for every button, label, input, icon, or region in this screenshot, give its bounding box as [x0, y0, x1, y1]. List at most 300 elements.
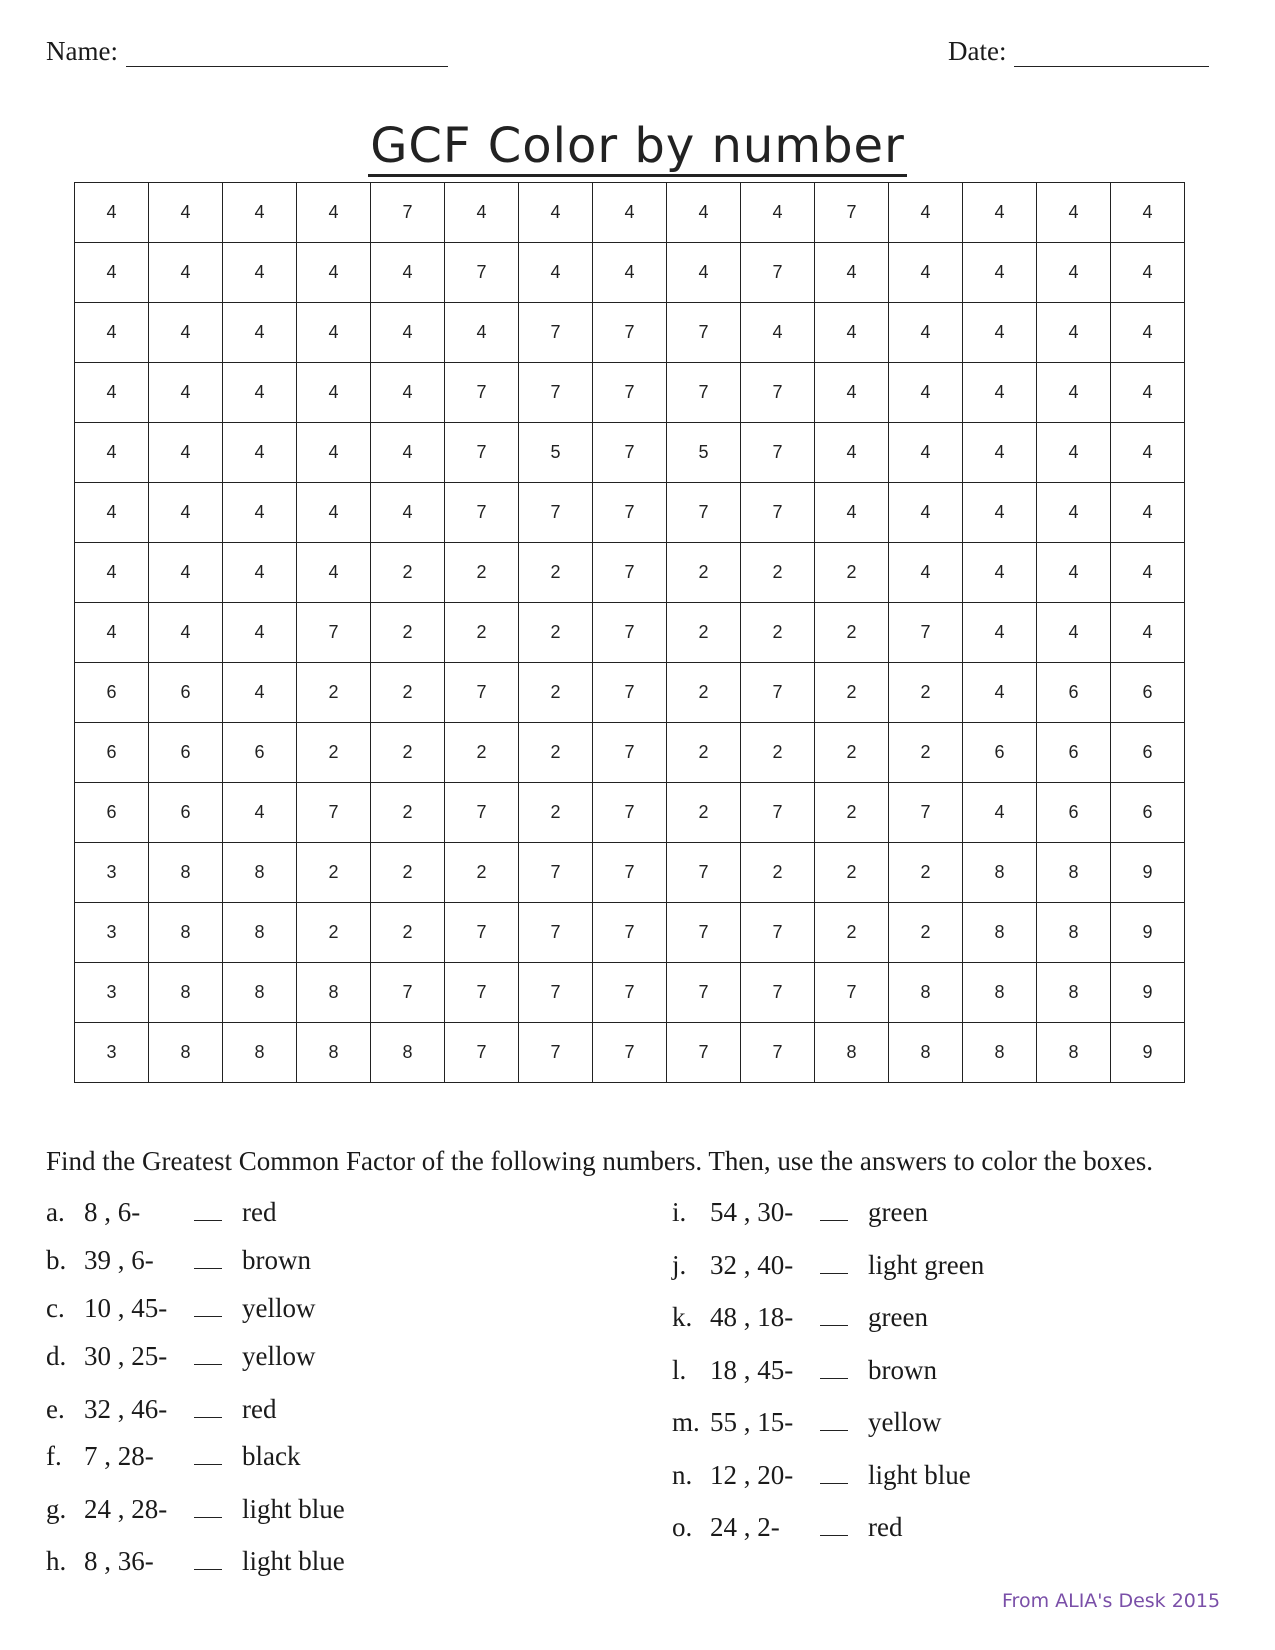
grid-row — [75, 903, 1185, 963]
answer-blank[interactable] — [194, 1545, 222, 1570]
grid-cell[interactable]: 4 — [371, 483, 445, 543]
grid-cell[interactable]: 9 — [1111, 1023, 1185, 1083]
grid-row — [75, 723, 1185, 783]
grid-cell[interactable]: 8 — [1037, 843, 1111, 903]
grid-cell[interactable]: 7 — [593, 723, 667, 783]
grid-cell[interactable]: 2 — [889, 843, 963, 903]
grid-cell[interactable]: 4 — [963, 183, 1037, 243]
grid-cell[interactable]: 8 — [223, 963, 297, 1023]
color-label: green — [868, 1197, 928, 1227]
answer-blank[interactable] — [194, 1340, 222, 1365]
grid-cell[interactable]: 4 — [1111, 243, 1185, 303]
grid-cell[interactable]: 6 — [963, 723, 1037, 783]
color-label: brown — [868, 1355, 937, 1385]
grid-cell[interactable]: 7 — [667, 963, 741, 1023]
grid-cell[interactable]: 4 — [1111, 363, 1185, 423]
grid-cell[interactable]: 2 — [371, 663, 445, 723]
grid-row — [75, 363, 1185, 423]
grid-cell[interactable]: 7 — [519, 843, 593, 903]
grid-cell[interactable]: 7 — [593, 543, 667, 603]
grid-cell[interactable]: 8 — [297, 963, 371, 1023]
grid-cell[interactable]: 4 — [1037, 423, 1111, 483]
grid-cell[interactable]: 4 — [223, 303, 297, 363]
answer-blank[interactable] — [194, 1440, 222, 1465]
grid-cell[interactable]: 7 — [741, 963, 815, 1023]
grid-cell[interactable]: 2 — [371, 723, 445, 783]
question-item — [46, 1244, 311, 1276]
grid-cell[interactable]: 8 — [963, 843, 1037, 903]
grid-cell[interactable]: 7 — [741, 423, 815, 483]
grid-cell[interactable]: 7 — [445, 423, 519, 483]
question-item — [672, 1354, 937, 1386]
grid-cell[interactable]: 4 — [963, 663, 1037, 723]
grid-cell[interactable]: 2 — [297, 723, 371, 783]
footer-credit: From ALIA's Desk 2015 — [1002, 1590, 1221, 1612]
grid-cell[interactable]: 6 — [75, 783, 149, 843]
answer-blank[interactable] — [820, 1196, 848, 1221]
grid-cell[interactable]: 4 — [963, 483, 1037, 543]
name-field[interactable] — [46, 36, 448, 67]
grid-cell[interactable]: 2 — [815, 903, 889, 963]
grid-cell[interactable]: 4 — [593, 243, 667, 303]
grid-cell[interactable]: 6 — [1111, 663, 1185, 723]
color-label: light green — [868, 1250, 985, 1280]
grid-cell[interactable]: 4 — [75, 363, 149, 423]
grid-cell[interactable]: 7 — [815, 183, 889, 243]
grid-cell[interactable]: 5 — [519, 423, 593, 483]
grid-cell[interactable]: 7 — [741, 783, 815, 843]
grid-row — [75, 303, 1185, 363]
grid-cell[interactable]: 4 — [1111, 483, 1185, 543]
grid-cell[interactable]: 6 — [1037, 663, 1111, 723]
grid-cell[interactable]: 4 — [963, 423, 1037, 483]
answer-blank[interactable] — [194, 1244, 222, 1269]
answer-blank[interactable] — [820, 1354, 848, 1379]
question-item — [672, 1249, 984, 1281]
grid-cell[interactable]: 4 — [1111, 423, 1185, 483]
answer-blank[interactable] — [820, 1511, 848, 1536]
answer-blank[interactable] — [194, 1493, 222, 1518]
grid-cell[interactable]: 7 — [445, 243, 519, 303]
grid-cell[interactable]: 2 — [741, 543, 815, 603]
grid-cell[interactable]: 4 — [149, 543, 223, 603]
question-letter: h. — [46, 1546, 67, 1576]
grid-cell[interactable]: 7 — [445, 963, 519, 1023]
grid-cell[interactable]: 2 — [815, 783, 889, 843]
question-numbers: 55 , 15- — [710, 1407, 794, 1437]
grid-cell[interactable]: 4 — [75, 483, 149, 543]
grid-cell[interactable]: 4 — [889, 543, 963, 603]
grid-cell[interactable]: 4 — [1111, 183, 1185, 243]
color-label: light blue — [242, 1494, 345, 1524]
question-letter: a. — [46, 1197, 65, 1227]
grid-cell[interactable]: 6 — [149, 723, 223, 783]
grid-cell[interactable]: 4 — [297, 363, 371, 423]
grid-cell[interactable]: 2 — [519, 663, 593, 723]
grid-cell[interactable]: 4 — [297, 423, 371, 483]
grid-cell[interactable]: 7 — [371, 183, 445, 243]
grid-cell[interactable]: 4 — [297, 183, 371, 243]
grid-cell[interactable]: 4 — [223, 663, 297, 723]
grid-cell[interactable]: 4 — [297, 303, 371, 363]
grid-cell[interactable]: 8 — [1037, 963, 1111, 1023]
grid-cell[interactable]: 7 — [445, 783, 519, 843]
grid-row — [75, 843, 1185, 903]
grid-cell[interactable]: 4 — [519, 183, 593, 243]
color-label: red — [242, 1394, 277, 1424]
grid-cell[interactable]: 4 — [1111, 303, 1185, 363]
grid-cell[interactable]: 7 — [297, 603, 371, 663]
grid-cell[interactable]: 8 — [1037, 1023, 1111, 1083]
grid-cell[interactable]: 8 — [223, 843, 297, 903]
grid-cell[interactable]: 8 — [963, 903, 1037, 963]
grid-cell[interactable]: 7 — [593, 783, 667, 843]
grid-cell[interactable]: 6 — [75, 663, 149, 723]
question-item — [46, 1340, 316, 1372]
grid-cell[interactable]: 2 — [371, 783, 445, 843]
grid-cell[interactable]: 4 — [1111, 543, 1185, 603]
grid-cell[interactable]: 2 — [667, 543, 741, 603]
grid-cell[interactable]: 7 — [593, 663, 667, 723]
grid-cell[interactable]: 2 — [667, 723, 741, 783]
grid-cell[interactable]: 7 — [741, 663, 815, 723]
grid-cell[interactable]: 8 — [223, 903, 297, 963]
grid-cell[interactable]: 4 — [445, 303, 519, 363]
grid-cell[interactable]: 2 — [667, 783, 741, 843]
grid-cell[interactable]: 6 — [1111, 723, 1185, 783]
question-numbers: 32 , 40- — [710, 1250, 794, 1280]
grid-cell[interactable]: 4 — [1037, 303, 1111, 363]
grid-cell[interactable]: 2 — [815, 843, 889, 903]
grid-cell[interactable]: 4 — [963, 603, 1037, 663]
grid-cell[interactable]: 7 — [667, 1023, 741, 1083]
grid-cell[interactable]: 6 — [1037, 783, 1111, 843]
grid-cell[interactable]: 8 — [1037, 903, 1111, 963]
grid-cell[interactable]: 7 — [593, 843, 667, 903]
question-letter: e. — [46, 1394, 65, 1424]
grid-cell[interactable]: 4 — [149, 363, 223, 423]
grid-cell[interactable]: 4 — [889, 423, 963, 483]
grid-cell[interactable]: 8 — [149, 843, 223, 903]
grid-cell[interactable]: 4 — [667, 183, 741, 243]
grid-row — [75, 603, 1185, 663]
answer-blank[interactable] — [820, 1459, 848, 1484]
answer-blank[interactable] — [820, 1249, 848, 1274]
grid-cell[interactable]: 8 — [149, 1023, 223, 1083]
grid-cell[interactable]: 4 — [149, 603, 223, 663]
grid-cell[interactable]: 4 — [223, 783, 297, 843]
grid-cell[interactable]: 2 — [297, 663, 371, 723]
grid-cell[interactable]: 4 — [297, 483, 371, 543]
grid-cell[interactable]: 4 — [1037, 483, 1111, 543]
grid-cell[interactable]: 6 — [223, 723, 297, 783]
question-letter: l. — [672, 1355, 687, 1385]
grid-cell[interactable]: 4 — [519, 243, 593, 303]
grid-cell[interactable]: 2 — [445, 543, 519, 603]
grid-cell[interactable]: 2 — [519, 723, 593, 783]
grid-row — [75, 543, 1185, 603]
grid-cell[interactable]: 4 — [75, 243, 149, 303]
grid-cell[interactable]: 9 — [1111, 903, 1185, 963]
grid-cell[interactable]: 4 — [371, 363, 445, 423]
question-numbers: 24 , 28- — [84, 1494, 168, 1524]
question-item — [672, 1511, 902, 1543]
grid-cell[interactable]: 4 — [223, 363, 297, 423]
grid-cell[interactable]: 4 — [1111, 603, 1185, 663]
grid-cell[interactable]: 7 — [445, 483, 519, 543]
grid-cell[interactable]: 2 — [297, 903, 371, 963]
grid-cell[interactable]: 9 — [1111, 963, 1185, 1023]
grid-cell[interactable]: 4 — [223, 603, 297, 663]
grid-cell[interactable]: 4 — [815, 363, 889, 423]
grid-cell[interactable]: 4 — [667, 243, 741, 303]
grid-cell[interactable]: 4 — [371, 303, 445, 363]
grid-cell[interactable]: 2 — [445, 603, 519, 663]
grid-cell[interactable]: 3 — [75, 963, 149, 1023]
grid-cell[interactable]: 2 — [889, 903, 963, 963]
grid-cell[interactable]: 4 — [223, 183, 297, 243]
grid-cell[interactable]: 2 — [445, 843, 519, 903]
grid-row — [75, 183, 1185, 243]
grid-cell[interactable]: 2 — [371, 843, 445, 903]
grid-cell[interactable]: 4 — [889, 303, 963, 363]
answer-blank[interactable] — [194, 1292, 222, 1317]
grid-cell[interactable]: 8 — [297, 1023, 371, 1083]
grid-cell[interactable]: 2 — [519, 783, 593, 843]
grid-cell[interactable]: 3 — [75, 1023, 149, 1083]
question-numbers: 48 , 18- — [710, 1302, 794, 1332]
grid-cell[interactable]: 4 — [741, 303, 815, 363]
grid-cell[interactable]: 7 — [815, 963, 889, 1023]
grid-cell[interactable]: 4 — [1037, 603, 1111, 663]
question-numbers: 7 , 28- — [84, 1441, 154, 1471]
grid-cell[interactable]: 4 — [149, 183, 223, 243]
question-numbers: 54 , 30- — [710, 1197, 794, 1227]
grid-cell[interactable]: 7 — [741, 363, 815, 423]
grid-cell[interactable]: 7 — [519, 303, 593, 363]
grid-cell[interactable]: 3 — [75, 843, 149, 903]
grid-cell[interactable]: 7 — [593, 1023, 667, 1083]
grid-cell[interactable]: 2 — [815, 543, 889, 603]
grid-cell[interactable]: 8 — [149, 903, 223, 963]
question-letter: g. — [46, 1494, 67, 1524]
grid-cell[interactable]: 7 — [889, 783, 963, 843]
grid-cell[interactable]: 3 — [75, 903, 149, 963]
question-numbers: 18 , 45- — [710, 1355, 794, 1385]
grid-cell[interactable]: 7 — [667, 363, 741, 423]
name-blank-line[interactable] — [126, 36, 448, 67]
grid-cell[interactable]: 4 — [75, 423, 149, 483]
grid-cell[interactable]: 4 — [149, 243, 223, 303]
grid-cell[interactable]: 4 — [963, 243, 1037, 303]
grid-cell[interactable]: 8 — [963, 963, 1037, 1023]
grid-cell[interactable]: 4 — [445, 183, 519, 243]
grid-cell[interactable]: 4 — [1037, 363, 1111, 423]
grid-cell[interactable]: 4 — [1037, 183, 1111, 243]
grid-cell[interactable]: 4 — [889, 183, 963, 243]
grid-cell[interactable]: 2 — [371, 543, 445, 603]
grid-cell[interactable]: 2 — [519, 603, 593, 663]
question-numbers: 30 , 25- — [84, 1341, 168, 1371]
color-label: red — [242, 1197, 277, 1227]
question-numbers: 8 , 36- — [84, 1546, 154, 1576]
grid-cell[interactable]: 4 — [963, 303, 1037, 363]
grid-cell[interactable]: 2 — [667, 663, 741, 723]
grid-cell[interactable]: 2 — [667, 603, 741, 663]
grid-cell[interactable]: 6 — [1111, 783, 1185, 843]
grid-row — [75, 963, 1185, 1023]
question-item — [46, 1292, 316, 1324]
grid-row — [75, 243, 1185, 303]
grid-cell[interactable]: 4 — [149, 483, 223, 543]
answer-blank[interactable] — [820, 1301, 848, 1326]
grid-cell[interactable]: 4 — [371, 423, 445, 483]
grid-cell[interactable]: 6 — [75, 723, 149, 783]
grid-cell[interactable]: 4 — [963, 543, 1037, 603]
grid-cell[interactable]: 4 — [741, 183, 815, 243]
grid-cell[interactable]: 8 — [149, 963, 223, 1023]
grid-cell[interactable]: 4 — [223, 483, 297, 543]
grid-cell[interactable]: 8 — [889, 1023, 963, 1083]
grid-cell[interactable]: 7 — [519, 903, 593, 963]
grid-cell[interactable]: 7 — [519, 483, 593, 543]
grid-cell[interactable]: 4 — [223, 423, 297, 483]
grid-cell[interactable]: 2 — [371, 603, 445, 663]
grid-cell[interactable]: 8 — [223, 1023, 297, 1083]
color-label: red — [868, 1512, 903, 1542]
color-label: light blue — [868, 1460, 971, 1490]
color-by-number-grid — [74, 182, 1185, 1083]
grid-cell[interactable]: 4 — [815, 483, 889, 543]
grid-cell[interactable]: 7 — [889, 603, 963, 663]
grid-cell[interactable]: 4 — [963, 363, 1037, 423]
grid-cell[interactable]: 5 — [667, 423, 741, 483]
grid-cell[interactable]: 7 — [593, 603, 667, 663]
grid-cell[interactable]: 7 — [593, 963, 667, 1023]
color-label: brown — [242, 1245, 311, 1275]
grid-cell[interactable]: 8 — [889, 963, 963, 1023]
grid-cell[interactable]: 6 — [149, 783, 223, 843]
grid-cell[interactable]: 7 — [445, 363, 519, 423]
question-item — [672, 1406, 942, 1438]
grid-cell[interactable]: 4 — [1037, 543, 1111, 603]
grid-cell[interactable]: 2 — [815, 603, 889, 663]
grid-cell[interactable]: 4 — [297, 543, 371, 603]
grid-cell[interactable]: 6 — [1037, 723, 1111, 783]
grid-cell[interactable]: 4 — [371, 243, 445, 303]
grid-cell[interactable]: 2 — [741, 723, 815, 783]
grid-cell[interactable]: 4 — [223, 243, 297, 303]
question-letter: m. — [672, 1407, 700, 1437]
grid-cell[interactable]: 4 — [75, 543, 149, 603]
answer-blank[interactable] — [194, 1393, 222, 1418]
grid-cell[interactable]: 7 — [519, 363, 593, 423]
grid-cell[interactable]: 8 — [963, 1023, 1037, 1083]
grid-cell[interactable]: 7 — [741, 903, 815, 963]
grid-cell[interactable]: 2 — [741, 843, 815, 903]
grid-cell[interactable]: 4 — [1037, 243, 1111, 303]
grid-cell[interactable]: 7 — [741, 483, 815, 543]
grid-cell[interactable]: 6 — [149, 663, 223, 723]
instructions-text: Find the Greatest Common Factor of the following numbers. Then, use the answers to color the boxes. — [46, 1146, 1154, 1176]
grid-cell[interactable]: 2 — [815, 663, 889, 723]
grid-cell[interactable]: 9 — [1111, 843, 1185, 903]
grid-cell[interactable]: 4 — [963, 783, 1037, 843]
grid-cell[interactable]: 7 — [371, 963, 445, 1023]
grid-row — [75, 483, 1185, 543]
question-item — [46, 1493, 345, 1525]
question-numbers: 8 , 6- — [84, 1197, 141, 1227]
grid-cell[interactable]: 4 — [75, 303, 149, 363]
color-label: green — [868, 1302, 928, 1332]
question-letter: j. — [672, 1250, 687, 1280]
name-label: Name: — [46, 36, 118, 66]
grid-cell[interactable]: 4 — [297, 243, 371, 303]
grid-cell[interactable]: 4 — [889, 243, 963, 303]
question-numbers: 10 , 45- — [84, 1293, 168, 1323]
grid-cell[interactable]: 4 — [149, 303, 223, 363]
grid-cell[interactable]: 7 — [741, 1023, 815, 1083]
grid-cell[interactable]: 4 — [75, 183, 149, 243]
grid-cell[interactable]: 7 — [667, 843, 741, 903]
grid-cell[interactable]: 7 — [741, 243, 815, 303]
grid-cell[interactable]: 2 — [815, 723, 889, 783]
grid-cell[interactable]: 7 — [593, 903, 667, 963]
grid-cell[interactable]: 2 — [519, 543, 593, 603]
grid-cell[interactable]: 2 — [889, 663, 963, 723]
grid-cell[interactable]: 7 — [667, 903, 741, 963]
grid-cell[interactable]: 7 — [593, 423, 667, 483]
grid-cell[interactable]: 7 — [519, 1023, 593, 1083]
grid-cell[interactable]: 4 — [815, 243, 889, 303]
grid-cell[interactable]: 4 — [889, 363, 963, 423]
grid-cell[interactable]: 2 — [371, 903, 445, 963]
answer-blank[interactable] — [194, 1196, 222, 1221]
grid-cell[interactable]: 8 — [371, 1023, 445, 1083]
grid-cell[interactable]: 7 — [593, 483, 667, 543]
grid-cell[interactable]: 2 — [445, 723, 519, 783]
question-item — [46, 1545, 345, 1577]
grid-cell[interactable]: 4 — [149, 423, 223, 483]
question-numbers: 32 , 46- — [84, 1394, 168, 1424]
grid-cell[interactable]: 7 — [445, 663, 519, 723]
question-letter: k. — [672, 1302, 693, 1332]
grid-cell[interactable]: 7 — [445, 1023, 519, 1083]
grid-cell[interactable]: 4 — [223, 543, 297, 603]
color-label: yellow — [242, 1341, 316, 1371]
grid-cell[interactable]: 4 — [75, 603, 149, 663]
date-field[interactable] — [948, 36, 1209, 67]
grid-cell[interactable]: 7 — [297, 783, 371, 843]
grid-cell[interactable]: 4 — [815, 303, 889, 363]
grid-cell[interactable]: 2 — [741, 603, 815, 663]
grid-cell[interactable]: 8 — [815, 1023, 889, 1083]
grid-cell[interactable]: 7 — [445, 903, 519, 963]
question-item — [672, 1301, 928, 1333]
answer-blank[interactable] — [820, 1406, 848, 1431]
grid-cell[interactable]: 2 — [297, 843, 371, 903]
date-blank-line[interactable] — [1014, 36, 1209, 67]
grid-cell[interactable]: 7 — [593, 363, 667, 423]
grid-cell[interactable]: 7 — [519, 963, 593, 1023]
grid-cell[interactable]: 4 — [815, 423, 889, 483]
grid-cell[interactable]: 4 — [889, 483, 963, 543]
grid-cell[interactable]: 2 — [889, 723, 963, 783]
grid-cell[interactable]: 4 — [593, 183, 667, 243]
grid-cell[interactable]: 7 — [593, 303, 667, 363]
grid-cell[interactable]: 7 — [667, 303, 741, 363]
grid-cell[interactable]: 7 — [667, 483, 741, 543]
